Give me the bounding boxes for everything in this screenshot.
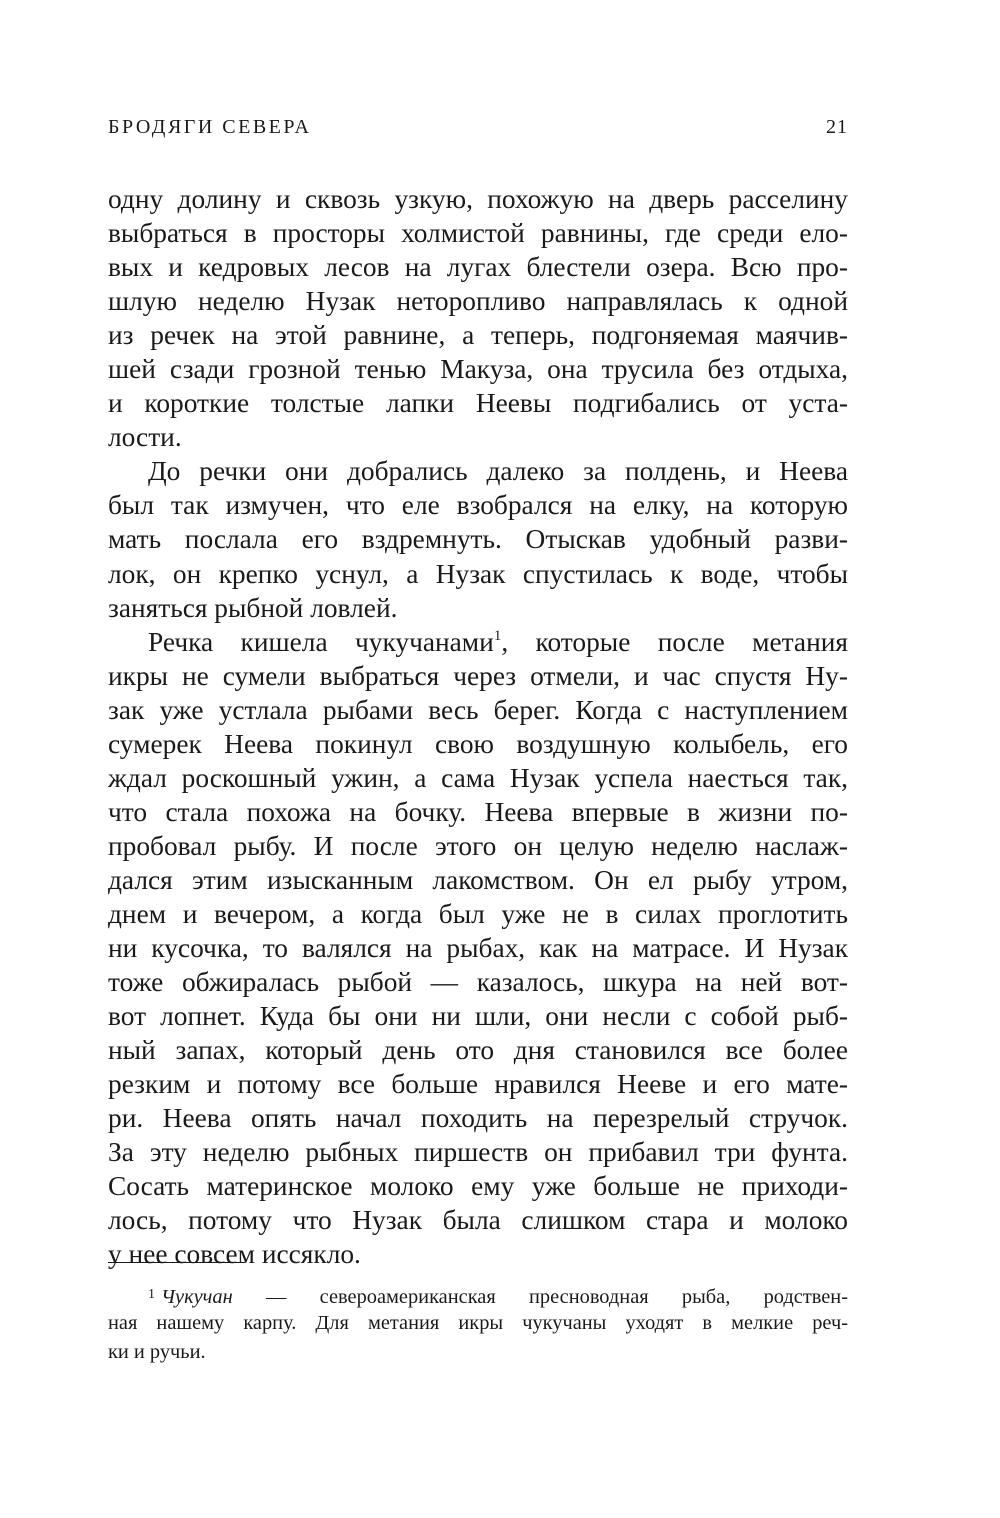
- running-title: БРОДЯГИ СЕВЕРА: [108, 116, 312, 138]
- text-line: ждал роскошный ужин, а сама Нузак успела наесться так,: [108, 762, 848, 793]
- text-line: лось, потому что Нузак была слишком стара и молоко: [108, 1205, 848, 1236]
- text-line: выбраться в просторы холмистой равнины, где среди ело-: [108, 218, 848, 249]
- book-page: [108, 0, 848, 1518]
- text-fragment: Речка кишела чукучанами: [148, 626, 494, 657]
- text-line-with-note: [108, 625, 848, 659]
- text-line: шей сзади грозной тенью Макуза, она трусила без отдыха,: [108, 354, 848, 385]
- text-line: До речки они добрались далеко за полдень, и Неева: [148, 456, 848, 487]
- text-line: шлую неделю Нузак неторопливо направлялась к одной: [108, 286, 848, 317]
- text-fragment: , которые после метания: [501, 626, 849, 657]
- text-line: резким и потому все больше нравился Нееве и его мате-: [108, 1069, 848, 1100]
- text-line: что стала похожа на бочку. Неева впервые в жизни по-: [108, 796, 848, 827]
- footnote-mark: 1: [148, 1287, 155, 1302]
- footnote-term: Чукучан: [161, 1286, 233, 1308]
- text-line: и короткие толстые лапки Неевы подгибались от уста-: [108, 388, 848, 419]
- text-line: лок, он крепко уснул, а Нузак спустилась к воде, чтобы: [108, 558, 848, 589]
- text-line: заняться рыбной ловлей.: [108, 592, 398, 623]
- text-line: икры не сумели выбраться через отмели, и час спустя Ну-: [108, 660, 848, 691]
- text-line: тоже обжиралась рыбой — казалось, шкура на ней вот-: [108, 967, 848, 998]
- page-number: 21: [826, 116, 848, 138]
- text-line: дался этим изысканным лакомством. Он ел рыбу утром,: [108, 864, 848, 895]
- text-line: сумерек Неева покинул свою воздушную колыбель, его: [108, 728, 848, 759]
- footnote-divider: [108, 1262, 245, 1263]
- text-line: ри. Неева опять начал походить на перезрелый стручок.: [108, 1103, 848, 1134]
- text-line: вот лопнет. Куда бы они ни шли, они несли с собой рыб-: [108, 1001, 848, 1032]
- text-line: ный запах, который день ото дня становился все более: [108, 1035, 848, 1066]
- text-line: За эту неделю рыбных пиршеств он прибавил три фунта.: [108, 1137, 848, 1168]
- body-text: [108, 182, 848, 1272]
- text-line: одну долину и сквозь узкую, похожую на дверь расселину: [108, 184, 848, 214]
- text-line: зак уже устлала рыбами весь берег. Когда с наступлением: [108, 694, 848, 725]
- footnote: [108, 1280, 848, 1367]
- text-line: из речек на этой равнине, а теперь, подгоняемая маячив-: [108, 320, 848, 351]
- footnote-reference: 1: [493, 627, 502, 644]
- text-line: Сосать материнское молоко ему уже больше не приходи-: [108, 1171, 848, 1202]
- footnote-text: — североамериканская пресноводная рыба, родствен-: [232, 1286, 848, 1308]
- text-line: пробовал рыбу. И после этого он целую неделю наслаж-: [108, 830, 848, 861]
- text-line: мать послала его вздремнуть. Отыскав удобный разви-: [108, 524, 848, 555]
- text-line: был так измучен, что еле взобрался на елку, на которую: [108, 490, 848, 521]
- text-line: у нее совсем иссякло.: [108, 1239, 361, 1270]
- text-line: ни кусочка, то валялся на рыбах, как на матрасе. И Нузак: [108, 933, 848, 964]
- footnote-line: [108, 1280, 848, 1309]
- footnote-line: ная нашему карпу. Для метания икры чукучаны уходят в мелкие реч-: [108, 1312, 848, 1334]
- text-line: лости.: [108, 422, 182, 453]
- running-head: [108, 116, 848, 146]
- footnote-line: ки и ручьи.: [108, 1341, 206, 1363]
- text-line: вых и кедровых лесов на лугах блестели озера. Всю про-: [108, 252, 848, 283]
- text-line: днем и вечером, а когда был уже не в силах проглотить: [108, 898, 848, 929]
